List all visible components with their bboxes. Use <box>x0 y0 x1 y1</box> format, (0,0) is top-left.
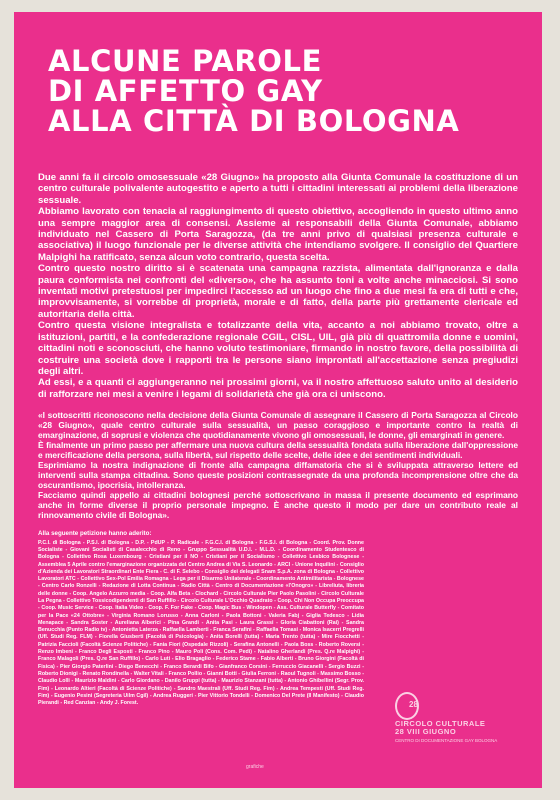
intro-paragraph-3: Contro questo nostro diritto si è scatenata una campagna razzista, alimentata dall'ignoranza e dalla paura conformista nei confronti del «diverso», che ha assunto toni a volte anche minacciosi. Si sono inventati motivi pretestuosi per impedirci l'accesso ad un luogo che fino a due mesi fa era di tutti e che, improvvisamente, si vorrebbe di proprietà, morale e di fatto, della parte più grettamente clericale ed autoritaria della città. <box>38 263 518 320</box>
statement-paragraph-2: È finalmente un primo passo per affermare una nuova cultura della sessualità fondata sulla liberazione dall'oppressione e mercificazione della persona, sulla libertà, sul rispetto delle scelte, delle idee e dei sentimenti individuali. <box>38 440 518 461</box>
title-line-3: ALLA CITTÀ DI BOLOGNA <box>48 104 460 138</box>
intro-paragraph-4: Contro questa visione integralista e totalizzante della vita, accanto a noi abbiamo trovato, oltre a istituzioni, partiti, e la confederazione regionale CGIL, CISL, UIL, già più di quattromila donne e uomini, cittadini noti e sconosciuti, che hanno voluto testimoniare, firmando in nostro favore, della possibilità di costruire una società dove i rapporti tra le persone siano improntati all'accettazione senza pregiudizi degli altri. <box>38 320 518 377</box>
title-line-1: ALCUNE PAROLE <box>48 44 323 78</box>
intro-paragraph-5: Ad essi, e a quanti ci aggiungeranno nei prossimi giorni, va il nostro affettuoso saluto unito al desiderio di rafforzare nei mesi a venire i legami di solidarietà che già ora ci uniscono. <box>38 377 518 400</box>
statement-paragraph-1: «I sottoscritti riconoscono nella decisione della Giunta Comunale di assegnare il Cassero di Porta Saragozza al Circolo «28 Giugno», quale centro culturale sulla sessualità, un passo coraggioso e importante contro la realtà di emarginazione, di soprusi e violenza che quotidianamente vivono gli omosessuali, le donne, gli emarginati in genere. <box>38 410 518 441</box>
signers-list: P.C.I. di Bologna - P.S.I. di Bologna - D.P. - PdUP - P. Radicale - F.G.C.I. di Bologna - F.G.S.I. di Bologna - Coord. Prov. Donne Socialiste - Giovani Socialisti di Casalecchio di Reno - Gruppo Sessualità U.D.I. - M.L.D. - Coordinamento Studentesco di Bologna - Collettivo Rosa Luxembourg - Cristiani per il NO - Cristiani per il Socialismo - Collettivo Lesbico Bolognese - Assemblea 5 Aprile contro l'emarginazione organizzata del Centro Andrea di Via S. Leonardo - ARCI - Unione Inquilini - Consiglio d'Azienda dei Lavoratori Straordinari Ente Fiera - C. di F. Selebo - Consiglio dei delegati Snam S.p.A. zona di Bologna - Collettivo Lavoratori ATC - Collettivo Sex-Pol Emilia Romagna - Lega per il Disarmo Unilaterale - Coordinamento Antimilitarista - Bolognese - Centro Carlo Ronzelli - Redazione di Lotta Continua - Radio Città - Centro di Documentazione «l'Onogro» - Libreliuta, libreria delle donne - Coop. Angelo Azzurro media - Coop. Alfa Beta - Clochard - Circolo Culturale Pier Paolo Pasolini - Circolo Culturale La Pegna - Collettivo Tossicodipendenti di San Ruffillo - Circolo Culturale L'Occhio Quadrato - Coop. Chi Non Occupa Preoccupa - Coop. Music Service - Coop. Italia Video - Coop. F. For Fake - Coop. Magic Bus - Windopen - Ass. Culturale Butterfly - Comitato per la Pace «24 Ottobre» - Virginia Romano Lorusso - Anna Carloni - Paola Bottoni - Valeria Fabj - Giglia Tedesco - Lidia Menapace - Sandra Soster - Aureliana Alberici - Pina Grandi - Anita Pasi - Laura Grassi - Gloria Ciabattoni (Rai) - Sandra Benucchia (Punto Radio tv) - Antonietta Laterza - Raffaella Lamberti - Franca Serafini - Raffaella Tomasi - Monica Isacerri Pregrelli (Ufl. Studi Reg. FLM) - Fiorella Giusberti (Facoltà di Psicologia) - Anita Borelli (tutta) - Maria Trento (tutta) - Mire Fiocchetti - Patrizia Faccioli (Facoltà Scienze Politiche) - Fania Fiori (Ospedale Rizzoli) - Serafina Antonelli - Paola Boss - Roberto Roversi - Renzo Imbeni - Franco Degli Esposti - Franco Pino - Mauro Poli (Cons. Com. Pedi) - Natalino Gherlandi (Pres. Q.re Malpighi) - Franco Malagoli (Pres. Q.re San Ruffillo) - Carlo Luti - Elio Bragaglio - Federico Stame - Fabio Alberti - Bruno Giorgini (Facoltà di Fisica) - Pier Giorgio Paterlini - Diego Benecchi - Franco Berardi Bifo - Gianfranco Corsini - Ferruccio Giacanelli - Sergio Buzzi - Roberto Dionigi - Renato Rondinella - Walter Vitali - Franco Pollio - Gianni Botti - Giulia Ferroni - Raoul Tugnoli - Massimo Bosso - Claudio Lolli - Maurizio Maldini - Carlo Giordano - Danilo Gruppi (tutta) - Maurizio Stanzani (tutta) - Antonio Ghibellini (Segr. Prov. Fim) - Leonardo Altieri (Facoltà di Scienze Politiche) - Sandro Maestrali (Uff. Studi Reg. Fim) - Andrea Tempesti (Uff. Studi Reg. Fim) - Eugenio Pesini (Segreteria Uilm Cgil) - Andrea Ruggeri - Pier Vittorio Tondelli - Domenico Del Prete (Il Manifesto) - Claudio Pierandi - Red Canzian - Andy J. Forest. <box>38 539 364 707</box>
stamp-initial: 28 <box>409 700 418 709</box>
stamp-name-line-1: CIRCOLO CULTURALE <box>395 719 486 728</box>
printer-credit: grafiche <box>246 764 264 770</box>
poster-title <box>48 46 518 136</box>
title-line-2: DI AFFETTO GAY <box>48 74 323 108</box>
stamp-name-line-2: 28 VIII GIUGNO <box>395 727 457 736</box>
stamp-name <box>395 720 485 736</box>
poster <box>14 12 542 788</box>
stamp-subtext: CENTRO DI DOCUMENTAZIONE GAY BOLOGNA <box>395 738 498 743</box>
intro-section <box>38 172 518 400</box>
statement-paragraph-3: Esprimiamo la nostra indignazione di fronte alla campagna diffamatoria che si è sviluppata attraverso lettere ed interventi sulla stampa cittadina. Sono queste posizioni contrassegnate da una profonda incomprensione oltre che da oscurantismo, ipocrisia, intolleranza. <box>38 460 518 491</box>
signers-heading: Alla seguente petizione hanno aderito: <box>38 530 152 538</box>
intro-paragraph-1: Due anni fa il circolo omosessuale «28 Giugno» ha proposto alla Giunta Comunale la costituzione di un centro culturale polivalente autogestito e aperto a tutti i cittadini interessati ai problemi della liberazione sessuale. <box>38 172 518 206</box>
intro-paragraph-2: Abbiamo lavorato con tenacia al raggiungimento di questo obiettivo, accogliendo in questo ultimo anno una sempre maggior area di consensi. Assieme ai responsabili della Giunta Comunale, abbiamo individuato nel Cassero di Porta Saragozza, (da tre anni privo di qualsiasi presenza culturale e associativa) il luogo funzionale per le diverse attività che intendiamo svolgere. Il consiglio del Quartiere Malpighi ha ratificato, senza alcun voto contrario, questa scelta. <box>38 206 518 263</box>
circolo-stamp <box>395 692 501 748</box>
petition-statement <box>38 410 518 520</box>
statement-paragraph-4: Facciamo quindi appello ai cittadini bolognesi perché sottoscrivano in massa il presente documento ed esprimano anche in forme diverse il proprio personale impegno. È anche questo il modo per dare un contributo reale al rinnovamento civile di Bologna». <box>38 490 518 521</box>
